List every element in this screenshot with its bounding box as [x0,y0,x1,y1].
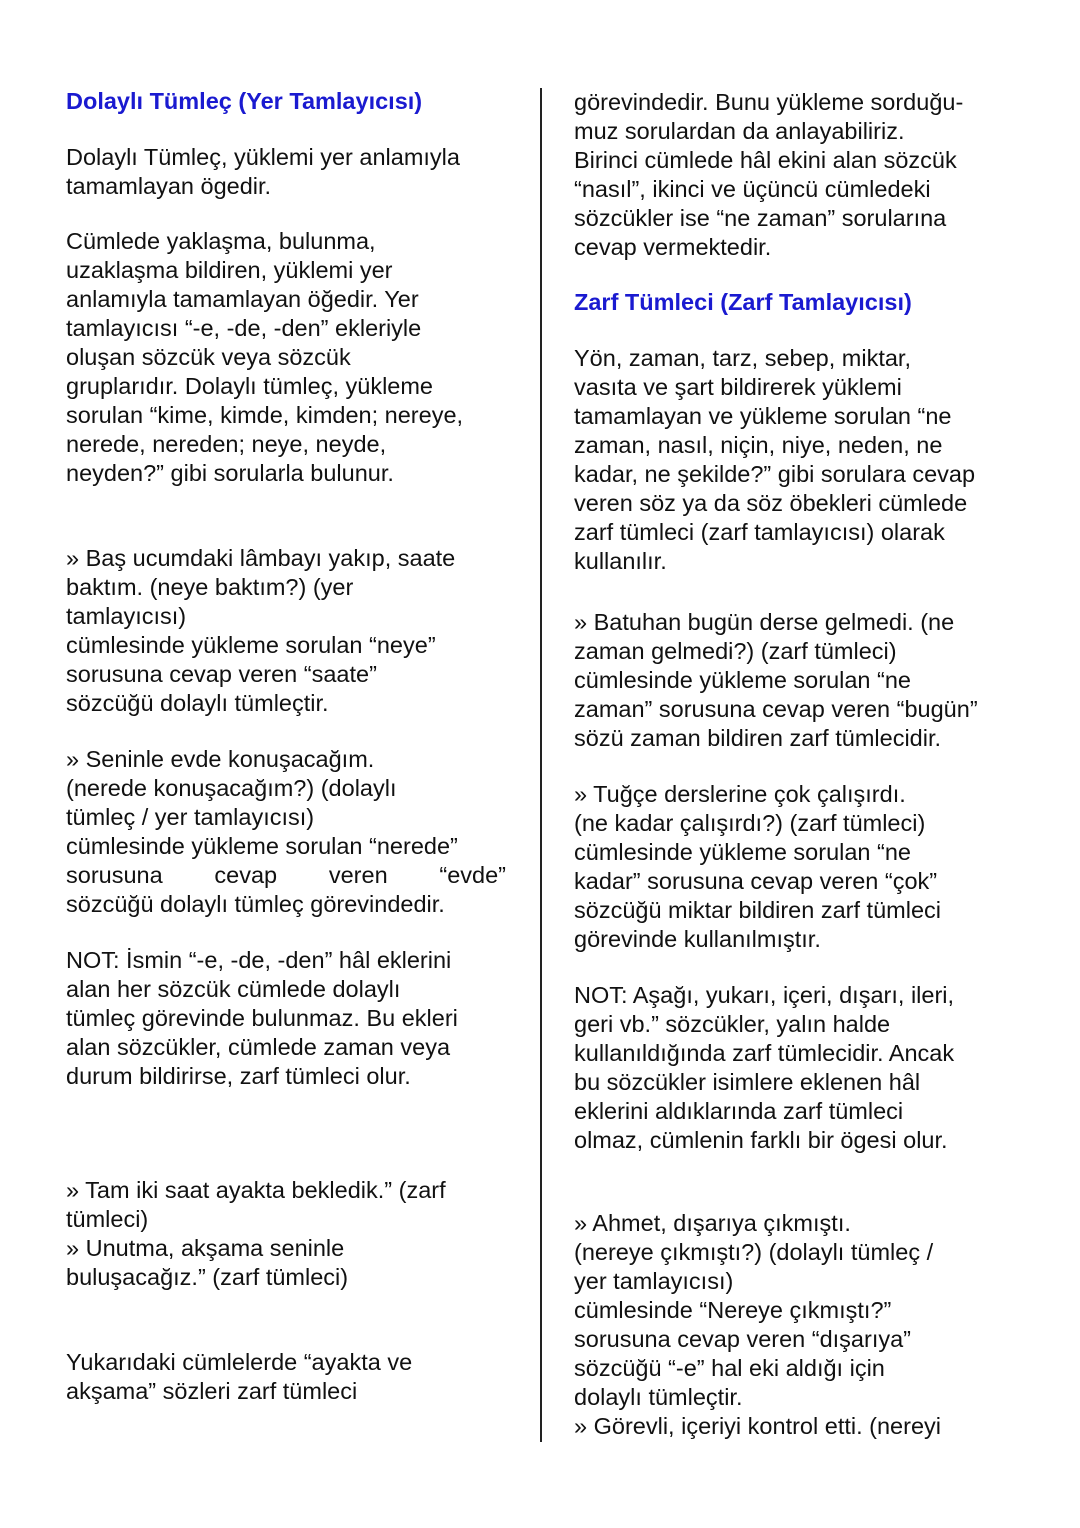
text-line: Cümlede yaklaşma, bulunma, [66,228,376,254]
text-line: kadar” sorusuna cevap veren “çok” [574,868,938,894]
text-line: sorulan “kime, kimde, kimden; nereye, [66,402,464,428]
text-line: cümlesinde yükleme sorulan “nerede” [66,833,458,859]
paragraph [66,143,506,201]
text-line: » Tam iki saat ayakta bekledik.” (zarf [66,1177,446,1203]
text-line: nerede, nereden; neye, neyde, [66,431,387,457]
paragraph [574,780,1024,954]
paragraph [66,227,506,488]
text-line: anlamıyla tamamlayan öğedir. Yer [66,286,419,312]
section-heading [66,87,506,116]
paragraph [66,1348,506,1406]
text-line: kadar, ne şekilde?” gibi sorulara cevap [574,461,976,487]
text-line: kullanılır. [574,548,667,574]
text-line: görevinde kullanılmıştır. [574,926,821,952]
text-line: (nereye çıkmıştı?) (dolaylı tümleç / [574,1239,934,1265]
text-line: NOT: İsmin “-e, -de, -den” hâl eklerini [66,947,452,973]
text-line: » Seninle evde konuşacağım. [66,746,375,772]
text-line: gruplarıdır. Dolaylı tümleç, yükleme [66,373,434,399]
paragraph [574,981,1024,1155]
text-line: NOT: Aşağı, yukarı, içeri, dışarı, ileri, [574,982,955,1008]
text-line: kullanıldığında zarf tümlecidir. Ancak [574,1040,955,1066]
text-line: » Görevli, içeriyi kontrol etti. (nereyi [574,1413,941,1439]
text-line: neyden?” gibi sorularla bulunur. [66,460,394,486]
text-line: tümleç görevinde bulunmaz. Bu ekleri [66,1005,458,1031]
text-line: Birinci cümlede hâl ekini alan sözcük [574,147,957,173]
text-line: oluşan sözcük veya sözcük [66,344,351,370]
text-line: tümleci) [66,1206,149,1232]
paragraph [66,544,506,718]
text-line: eklerini aldıklarında zarf tümleci [574,1098,904,1124]
text-line: zaman, nasıl, niçin, niye, neden, ne [574,432,943,458]
text-line: sorusuna cevap veren “evde” [66,862,506,888]
column-divider [540,88,542,1442]
text-line: » Ahmet, dışarıya çıkmıştı. [574,1210,851,1236]
paragraph [66,1176,506,1292]
text-line: cevap vermektedir. [574,234,772,260]
text-line: baktım. (neye baktım?) (yer [66,574,354,600]
text-line: sorusuna cevap veren “dışarıya” [574,1326,911,1352]
text-line: tamlayıcısı “-e, -de, -den” ekleriyle [66,315,422,341]
text-line: “nasıl”, ikinci ve üçüncü cümledeki [574,176,931,202]
text-line: tamamlayan ve yükleme sorulan “ne [574,403,952,429]
paragraph [574,88,1024,262]
text-line: sözcükler ise “ne zaman” sorularına [574,205,947,231]
text-line: (ne kadar çalışırdı?) (zarf tümleci) [574,810,926,836]
paragraph [574,608,1024,753]
text-line: durum bildirirse, zarf tümleci olur. [66,1063,411,1089]
text-line: veren söz ya da söz öbekleri cümlede [574,490,968,516]
text-line: olmaz, cümlenin farklı bir ögesi olur. [574,1127,948,1153]
text-line: sözcüğü dolaylı tümleçtir. [66,690,329,716]
text-line: Dolaylı Tümleç (Yer Tamlayıcısı) [66,88,423,114]
text-line: sorusuna cevap veren “saate” [66,661,377,687]
paragraph [574,344,1024,576]
paragraph [574,1209,1024,1441]
text-line: yer tamlayıcısı) [574,1268,734,1294]
text-line: muz sorulardan da anlayabiliriz. [574,118,905,144]
text-line: » Tuğçe derslerine çok çalışırdı. [574,781,906,807]
text-line: geri vb.” sözcükler, yalın halde [574,1011,891,1037]
text-line: sözcüğü “-e” hal eki aldığı için [574,1355,885,1381]
text-line: Yön, zaman, tarz, sebep, miktar, [574,345,911,371]
text-line: tümleç / yer tamlayıcısı) [66,804,315,830]
text-line: buluşacağız.” (zarf tümleci) [66,1264,349,1290]
text-line: (nerede konuşacağım?) (dolaylı [66,775,397,801]
text-line: tamlayıcısı) [66,603,187,629]
paragraph [66,946,506,1091]
text-line: alan sözcükler, cümlede zaman veya [66,1034,451,1060]
text-line: Yukarıdaki cümlelerde “ayakta ve [66,1349,413,1375]
text-line: uzaklaşma bildiren, yüklemi yer [66,257,393,283]
text-line: akşama” sözleri zarf tümleci [66,1378,358,1404]
text-line: Zarf Tümleci (Zarf Tamlayıcısı) [574,289,912,315]
text-line: cümlesinde “Nereye çıkmıştı?” [574,1297,892,1323]
paragraph [66,745,506,919]
text-line: alan her sözcük cümlede dolaylı [66,976,401,1002]
text-line: zarf tümleci (zarf tamlayıcısı) olarak [574,519,945,545]
text-line: sözcüğü miktar bildiren zarf tümleci [574,897,941,923]
text-line: cümlesinde yükleme sorulan “ne [574,667,911,693]
text-line: zaman” sorusuna cevap veren “bugün” [574,696,978,722]
text-line: zaman gelmedi?) (zarf tümleci) [574,638,897,664]
text-line: sözü zaman bildiren zarf tümlecidir. [574,725,942,751]
text-line: » Batuhan bugün derse gelmedi. (ne [574,609,955,635]
text-line: tamamlayan ögedir. [66,173,272,199]
text-line: görevindedir. Bunu yükleme sorduğu- [574,89,964,115]
text-line: vasıta ve şart bildirerek yüklemi [574,374,902,400]
text-line: » Baş ucumdaki lâmbayı yakıp, saate [66,545,456,571]
text-line: cümlesinde yükleme sorulan “neye” [66,632,436,658]
text-line: cümlesinde yükleme sorulan “ne [574,839,911,865]
text-line: dolaylı tümleçtir. [574,1384,743,1410]
text-line: bu sözcükler isimlere eklenen hâl [574,1069,921,1095]
text-line: sözcüğü dolaylı tümleç görevindedir. [66,891,445,917]
text-line: Dolaylı Tümleç, yüklemi yer anlamıyla [66,144,460,170]
text-line: » Unutma, akşama seninle [66,1235,345,1261]
section-heading [574,288,1024,317]
